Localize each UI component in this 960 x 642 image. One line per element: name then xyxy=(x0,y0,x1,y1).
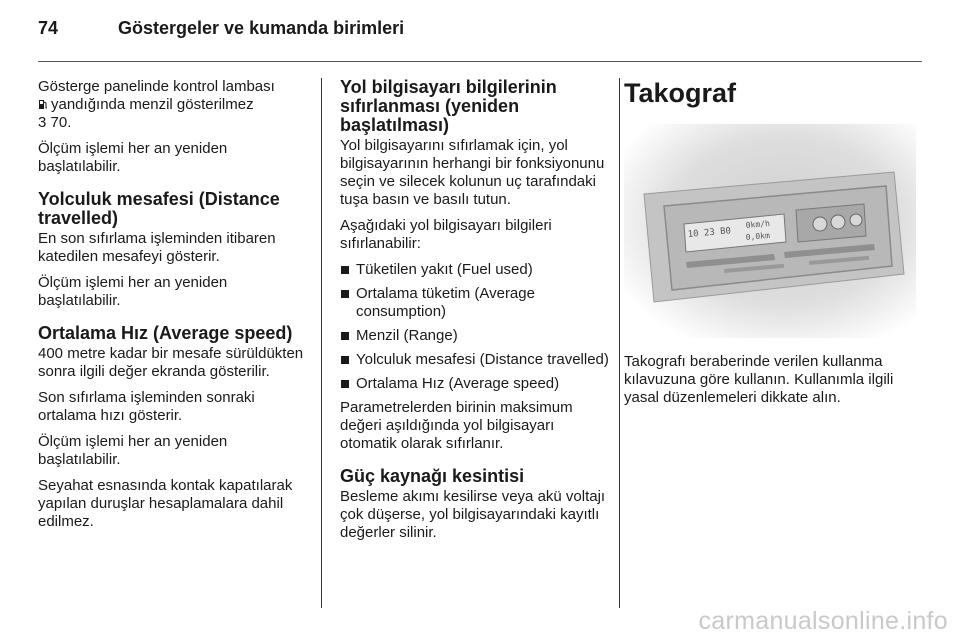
paragraph: Besleme akımı kesilirse veya akü voltajı çok düşerse, yol bilgisayarındaki kayıtlı değerler silinir. xyxy=(340,488,606,541)
list-item: Ortalama Hız (Average speed) xyxy=(340,375,610,393)
column-middle xyxy=(340,78,610,550)
paragraph: Aşağıdaki yol bilgisayarı bilgileri sıfırlanabilir: xyxy=(340,217,552,252)
fuel-pump-icon xyxy=(38,99,48,110)
paragraph: Ölçüm işlemi her an yeniden başlatılabilir. xyxy=(38,274,228,309)
section-heading: Ortalama Hız (Average speed) xyxy=(38,323,293,343)
column-divider-2 xyxy=(619,78,620,608)
column-left xyxy=(38,78,310,539)
tachograph-illustration xyxy=(624,124,916,338)
page-header xyxy=(38,18,404,39)
reset-list xyxy=(340,261,610,393)
watermark: carmanualsonline.info xyxy=(698,607,948,635)
list-item: Yolculuk mesafesi (Distance travelled) xyxy=(340,351,610,369)
section-heading: Yol bilgisayarı bilgilerinin sıfırlanması (yeniden başlatılması) xyxy=(340,77,557,135)
paragraph: Yol bilgisayarını sıfırlamak için, yol bilgisayarının herhangi bir fonksiyonunu seçin ve silecek kolunun uç tarafındaki tuşa basın ve basılı tutun. xyxy=(340,137,605,208)
page-reference[interactable]: 3 70. xyxy=(38,114,72,131)
list-item: Menzil (Range) xyxy=(340,327,610,345)
text: Gösterge panelinde kontrol lambası xyxy=(38,78,275,95)
list-item: Tüketilen yakıt (Fuel used) xyxy=(340,261,610,279)
display-text: 10 23 B0 xyxy=(687,226,732,240)
paragraph: Ölçüm işlemi her an yeniden başlatılabilir. xyxy=(38,140,228,175)
paragraph xyxy=(38,78,310,132)
paragraph: Ölçüm işlemi her an yeniden başlatılabilir. xyxy=(38,433,228,468)
list-item: Ortalama tüketim (Average consumption) xyxy=(340,285,610,321)
column-divider-1 xyxy=(321,78,322,608)
section-heading: Yolculuk mesafesi (Distance travelled) xyxy=(38,189,280,228)
column-right xyxy=(624,78,920,415)
display-text: 0km/h xyxy=(745,218,771,230)
header-rule xyxy=(38,61,922,62)
page-title: Göstergeler ve kumanda birimleri xyxy=(118,18,405,38)
paragraph: Parametrelerden birinin maksimum değeri aşıldığında yol bilgisayarı otomatik olarak sıfırlanır. xyxy=(340,399,573,452)
paragraph: 400 metre kadar bir mesafe sürüldükten sonra ilgili değer ekranda gösterilir. xyxy=(38,345,304,380)
paragraph: Seyahat esnasında kontak kapatılarak yapılan duruşlar hesaplamalara dahil edilmez. xyxy=(38,477,293,530)
page-number: 74 xyxy=(38,18,59,38)
paragraph: Takografı beraberinde verilen kullanma kılavuzuna göre kullanın. Kullanımla ilgili yasal düzenlemeleri dikkate alın. xyxy=(624,353,894,406)
paragraph: En son sıfırlama işleminden itibaren katedilen mesafeyi gösterir. xyxy=(38,230,276,265)
text: yandığında menzil gösterilmez xyxy=(51,96,254,113)
section-heading: Güç kaynağı kesintisi xyxy=(340,466,525,486)
paragraph: Son sıfırlama işleminden sonraki ortalama hızı gösterir. xyxy=(38,389,255,424)
section-title: Takograf xyxy=(624,78,737,108)
display-text: 0,0km xyxy=(745,230,771,242)
